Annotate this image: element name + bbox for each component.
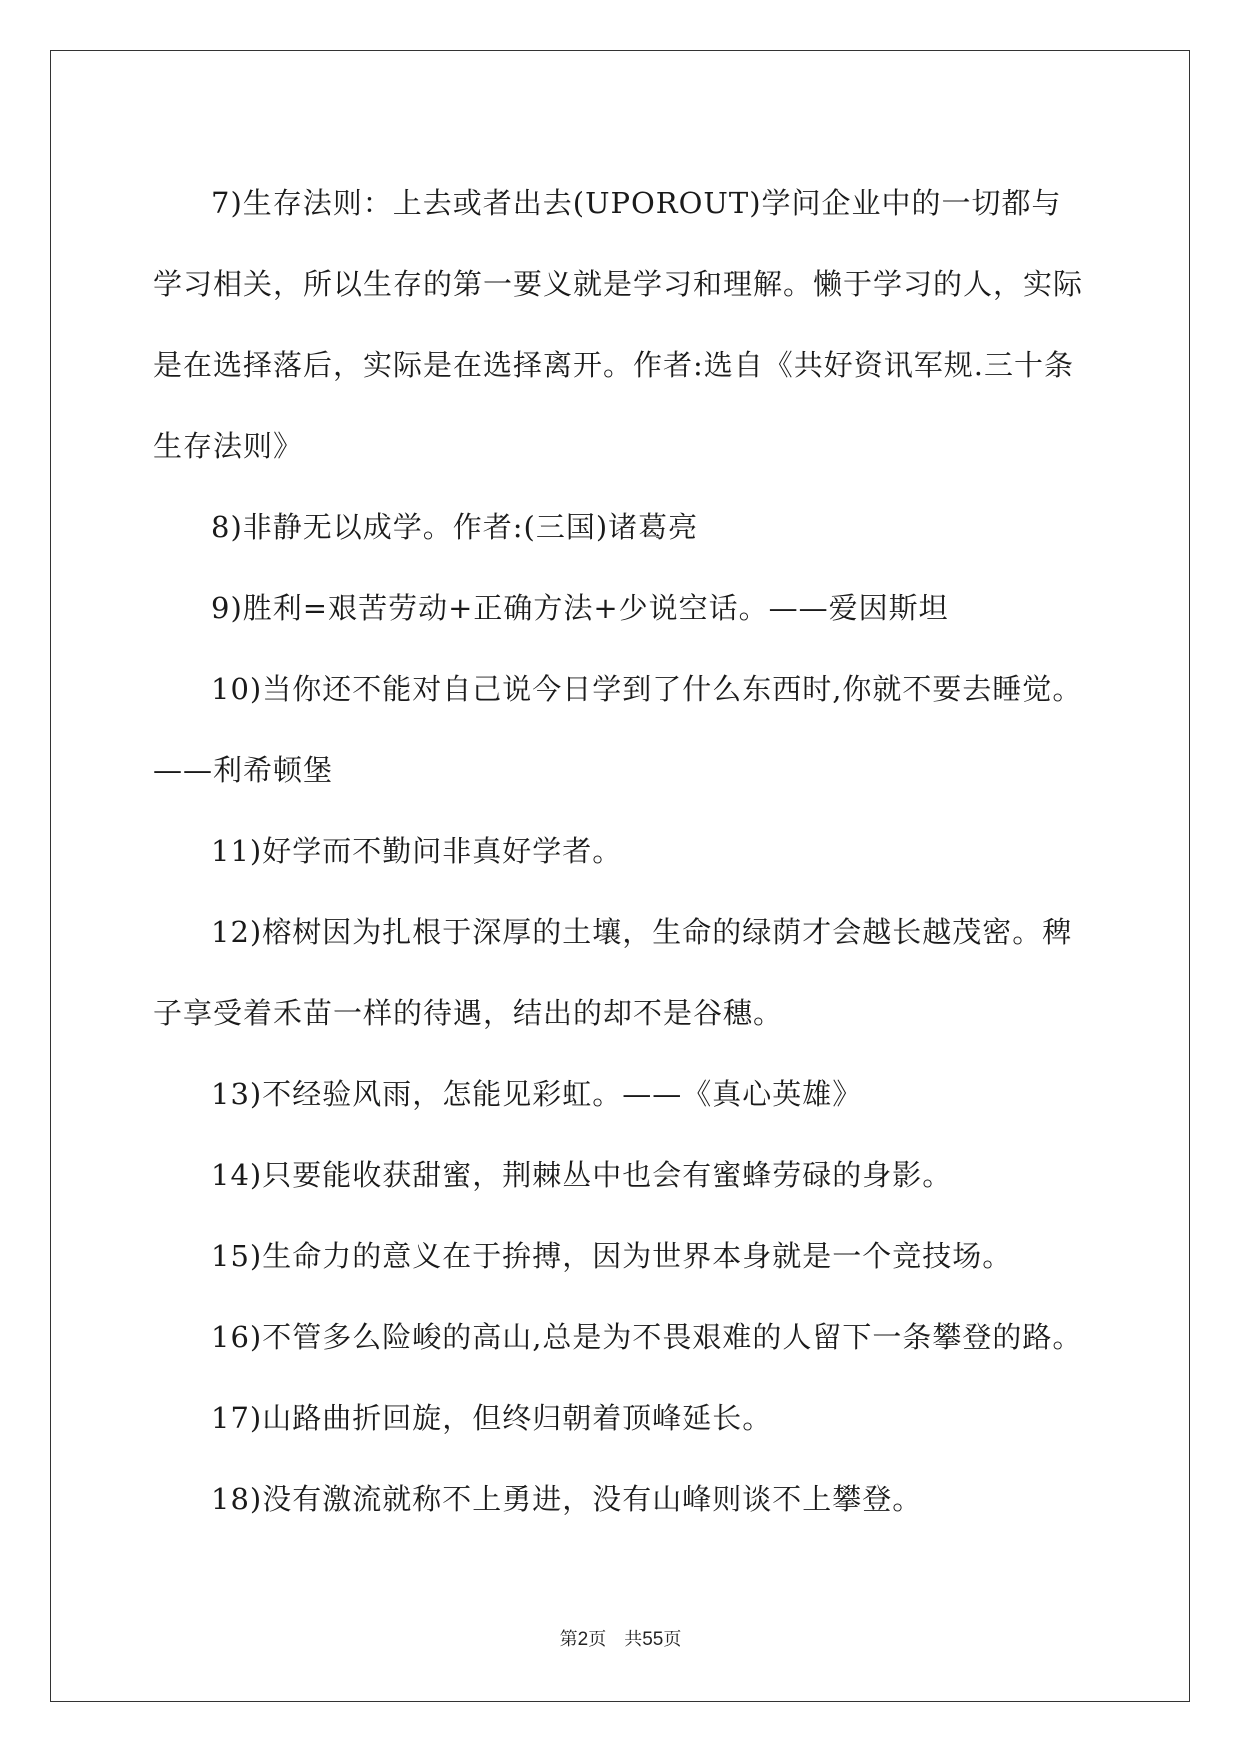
- paragraph-13: 13)不经验风雨，怎能见彩虹。——《真心英雄》: [211, 1077, 863, 1111]
- paragraph-7: 7)生存法则：上去或者出去(UPOROUT)学问企业中的一切都与学习相关，所以生存的第一要义就是学习和理解。懒于学习的人，实际是在选择落后，实际是在选择离开。作者:选自《共好资讯军规.三十条生存法则》: [153, 186, 1084, 463]
- paragraph-18: 18)没有激流就称不上勇进，没有山峰则谈不上攀登。: [211, 1482, 923, 1516]
- paragraph-12: 12)榕树因为扎根于深厚的土壤，生命的绿荫才会越长越茂密。稗子享受着禾苗一样的待遇，结出的却不是谷穗。: [153, 915, 1073, 1030]
- paragraph-15: 15)生命力的意义在于拚搏，因为世界本身就是一个竞技场。: [211, 1239, 1013, 1273]
- paragraph-14: 14)只要能收获甜蜜，荆棘丛中也会有蜜蜂劳碌的身影。: [211, 1158, 953, 1192]
- paragraph-11: 11)好学而不勤问非真好学者。: [211, 834, 623, 868]
- paragraph-16: 16)不管多么险峻的高山,总是为不畏艰难的人留下一条攀登的路。: [211, 1320, 1083, 1354]
- footer-mid: 页 共: [588, 1629, 643, 1650]
- current-page-number: 2: [577, 1629, 589, 1650]
- document-body: [153, 163, 1088, 1540]
- page-footer: [0, 1625, 1241, 1651]
- footer-prefix: 第: [559, 1629, 578, 1650]
- total-pages-number: 55: [642, 1629, 664, 1650]
- paragraph-8: 8)非静无以成学。作者:(三国)诸葛亮: [211, 510, 699, 544]
- paragraph-10: 10)当你还不能对自己说今日学到了什么东西时,你就不要去睡觉。——利希顿堡: [153, 672, 1083, 787]
- paragraph-17: 17)山路曲折回旋，但终归朝着顶峰延长。: [211, 1401, 773, 1435]
- paragraph-9: 9)胜利=艰苦劳动+正确方法+少说空话。——爱因斯坦: [211, 591, 949, 625]
- footer-suffix: 页: [663, 1629, 682, 1650]
